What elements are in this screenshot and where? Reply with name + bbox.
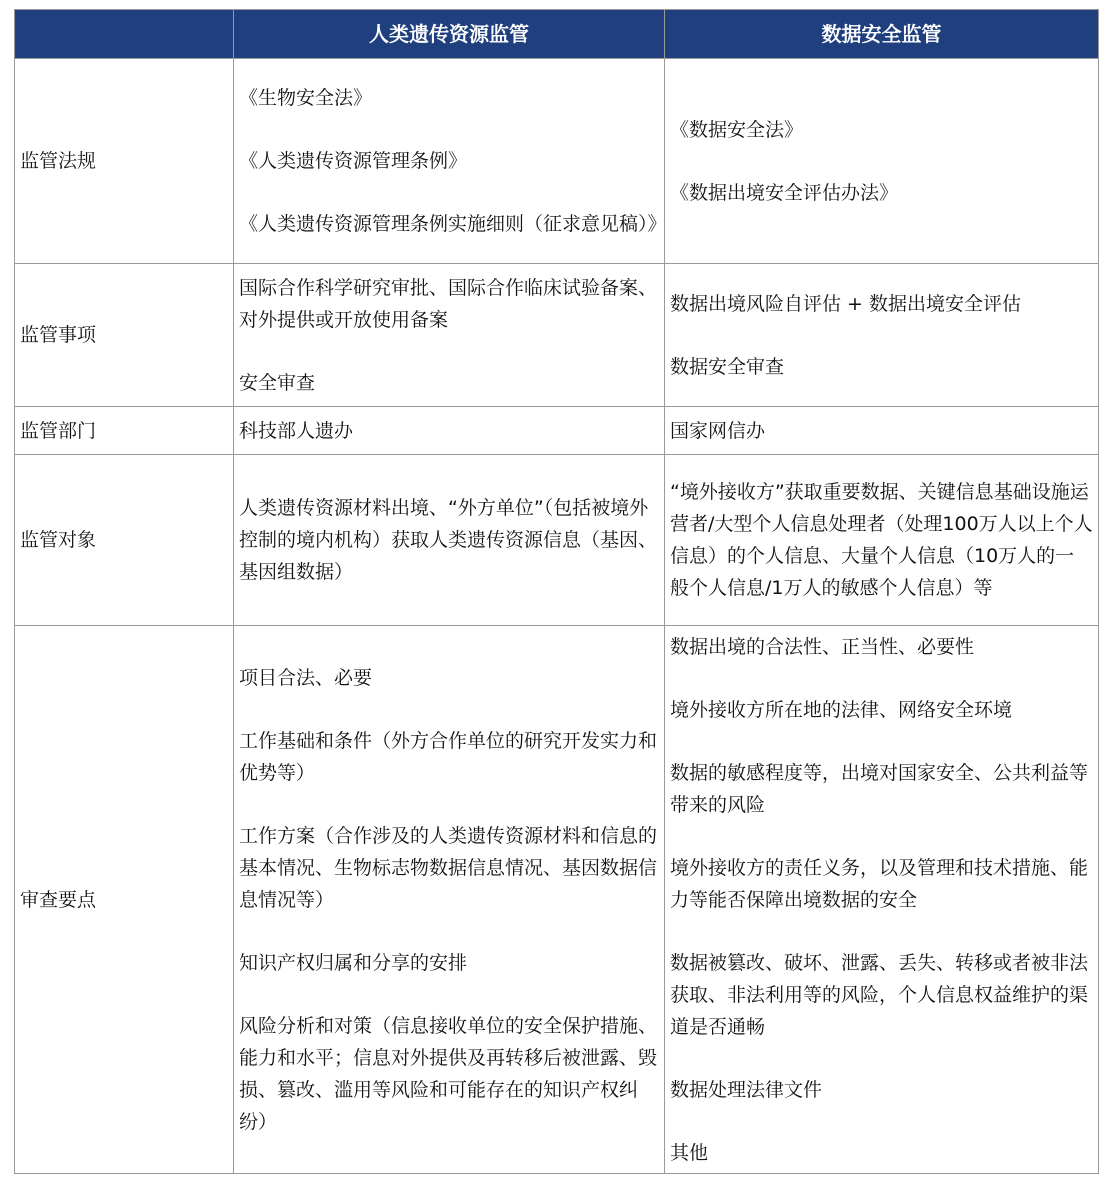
cell-ds-targets: [665, 455, 1099, 626]
cell-paragraph: 项目合法、必要: [239, 666, 373, 689]
cell-paragraph: 国家网信办: [670, 419, 766, 442]
cell-ds-department: [665, 407, 1099, 455]
cell-hgr-review-points: [234, 626, 665, 1174]
table-row: [15, 455, 1099, 626]
row-label-matters: 监管事项: [15, 264, 234, 407]
table-header: [15, 10, 1099, 59]
cell-paragraph: 《数据出境安全评估办法》: [670, 181, 899, 204]
comparison-table: [14, 9, 1099, 1174]
table-row: [15, 407, 1099, 455]
cell-paragraph: 境外接收方所在地的法律、网络安全环境: [670, 698, 1013, 721]
table-row: [15, 264, 1099, 407]
cell-paragraph: 人类遗传资源材料出境、“外方单位”（包括被境外控制的境内机构）获取人类遗传资源信息（基因、基因组数据）: [239, 497, 658, 583]
header-corner-cell: [15, 10, 234, 59]
cell-ds-matters: [665, 264, 1099, 407]
header-row: [15, 10, 1099, 59]
cell-paragraph: 安全审查: [239, 371, 316, 394]
cell-ds-review-points: [665, 626, 1099, 1174]
cell-paragraph: 其他: [670, 1141, 709, 1164]
cell-hgr-regulations: [234, 59, 665, 264]
cell-paragraph: 境外接收方的责任义务，以及管理和技术措施、能力等能否保障出境数据的安全: [670, 856, 1089, 911]
header-human-genetic-resources: 人类遗传资源监管: [234, 10, 665, 59]
header-data-security: 数据安全监管: [665, 10, 1099, 59]
cell-paragraph: 数据被篡改、破坏、泄露、丢失、转移或者被非法获取、非法利用等的风险，个人信息权益维护的渠道是否通畅: [670, 951, 1089, 1038]
cell-hgr-matters: [234, 264, 665, 407]
cell-paragraph: 知识产权归属和分享的安排: [239, 951, 468, 974]
cell-paragraph: 数据的敏感程度等，出境对国家安全、公共利益等带来的风险: [670, 761, 1089, 816]
cell-paragraph: 《人类遗传资源管理条例实施细则（征求意见稿）》: [239, 213, 667, 235]
cell-paragraph: 《人类遗传资源管理条例》: [239, 150, 468, 172]
cell-paragraph: “境外接收方”获取重要数据、关键信息基础设施运营者/大型个人信息处理者（处理100万人以上个人信息）的个人信息、大量个人信息（10万人的一般个人信息/1万人的敏感个人信息）等: [670, 481, 1093, 599]
row-label-regulations: 监管法规: [15, 59, 234, 264]
table-row: [15, 59, 1099, 264]
table-body: [15, 59, 1099, 1174]
cell-paragraph: 科技部人遗办: [239, 419, 354, 442]
cell-ds-regulations: [665, 59, 1099, 264]
cell-hgr-department: [234, 407, 665, 455]
cell-paragraph: 风险分析和对策（信息接收单位的安全保护措施、能力和水平；信息对外提供及再转移后被泄露、毁损、篡改、滥用等风险和可能存在的知识产权纠纷）: [239, 1014, 658, 1133]
row-label-targets: 监管对象: [15, 455, 234, 626]
cell-hgr-targets: [234, 455, 665, 626]
row-label-department: 监管部门: [15, 407, 234, 455]
table-row: [15, 626, 1099, 1174]
cell-paragraph: 数据安全审查: [670, 355, 785, 378]
cell-paragraph: 工作基础和条件（外方合作单位的研究开发实力和优势等）: [239, 729, 658, 784]
row-label-review-points: 审查要点: [15, 626, 234, 1174]
cell-paragraph: 数据处理法律文件: [670, 1078, 823, 1101]
cell-paragraph: 数据出境的合法性、正当性、必要性: [670, 635, 975, 658]
cell-paragraph: 数据出境风险自评估 + 数据出境安全评估: [670, 292, 1022, 315]
cell-paragraph: 《生物安全法》: [239, 87, 373, 109]
cell-paragraph: 国际合作科学研究审批、国际合作临床试验备案、对外提供或开放使用备案: [239, 276, 658, 331]
cell-paragraph: 《数据安全法》: [670, 118, 804, 141]
cell-paragraph: 工作方案（合作涉及的人类遗传资源材料和信息的基本情况、生物标志物数据信息情况、基因数据信息情况等）: [239, 824, 658, 911]
